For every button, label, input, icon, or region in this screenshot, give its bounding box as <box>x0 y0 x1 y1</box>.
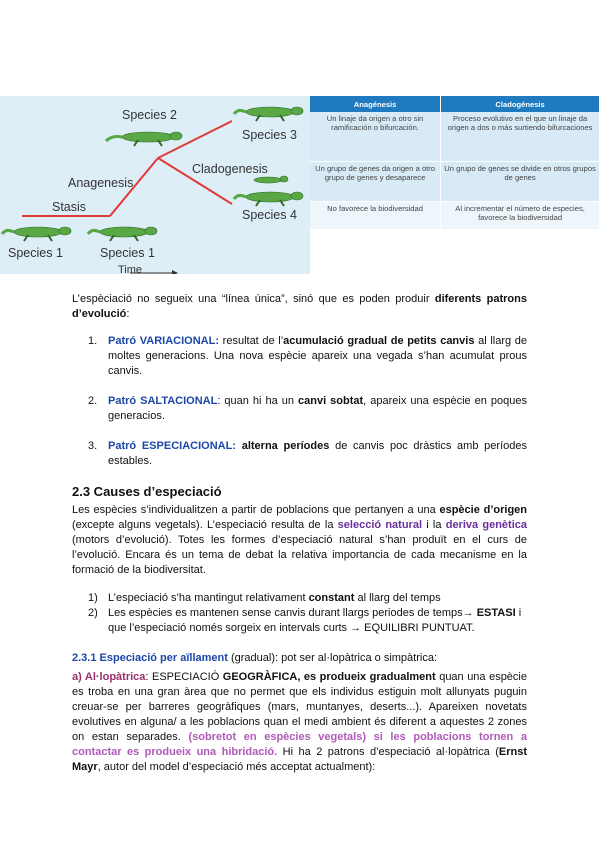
label-species4: Species 4 <box>242 208 297 222</box>
label-species1-right: Species 1 <box>100 246 155 260</box>
item-text: Les espècies es mantenen sense canvis durant llargs periodes de temps→ <box>108 607 477 619</box>
pattern-bold: canvi sobtat <box>298 395 364 407</box>
section23-paragraph <box>72 503 527 578</box>
label-anagenesis: Anagenesis <box>68 176 134 190</box>
table-cell: No favorece la biodiversidad <box>310 201 441 229</box>
list-number: 2) <box>88 607 98 619</box>
table-header: Anagénesis <box>310 96 441 112</box>
label-cladogenesis: Cladogenesis <box>192 162 268 176</box>
pattern-bold: alterna períodes <box>241 440 330 452</box>
table-row <box>310 161 600 201</box>
paragraph-text: i la <box>422 519 446 531</box>
genetic-drift-term: deriva genètica <box>445 519 527 531</box>
list-item <box>72 606 527 636</box>
pattern-bold: acumulació gradual de petits canvis <box>283 335 475 347</box>
speciation-facts-list <box>72 591 527 636</box>
table-cell: Un grupo de genes se divide en otros grupos de genes <box>441 161 600 201</box>
list-item <box>72 439 527 469</box>
paragraph-text: (excepte alguns vegetals). L’especiació resulta de la <box>72 519 338 531</box>
ernst-mayr-name: Ernst Mayr <box>72 746 527 773</box>
pattern-text: : quan hi ha un <box>217 395 299 407</box>
list-number: 2. <box>88 395 98 407</box>
section231-heading-line <box>72 651 527 666</box>
allopatric-label: a) Al·lopàtrica <box>72 671 146 683</box>
table-cell: Un linaje da origen a otro sin ramificación o bifurcación. <box>310 112 441 161</box>
item-bold: constant <box>308 592 355 604</box>
pattern-label: Patró SALTACIONAL <box>108 395 218 407</box>
anagenesis-cladogenesis-table <box>310 96 600 230</box>
species1-lizard-icon-left <box>2 227 71 241</box>
time-arrow-head <box>172 270 178 274</box>
species2-lizard-icon <box>106 132 182 146</box>
table-header: Cladogénesis <box>441 96 600 112</box>
paragraph-text: Les espècies s’individualitzen a partir de poblacions que pertanyen a una <box>72 504 440 516</box>
pattern-label: Patró VARIACIONAL: <box>108 335 220 347</box>
item-text: i que l’especiació només sorgeix en intervals curts → EQUILIBRI PUNTUAT. <box>108 607 522 634</box>
species1-lizard-icon-right <box>88 227 157 241</box>
intro-paragraph <box>72 292 527 322</box>
list-number: 3. <box>88 440 98 452</box>
species4-lizard-icon <box>234 192 303 206</box>
table-row <box>310 112 600 161</box>
species3-lizard-icon <box>234 107 303 121</box>
pattern-text: , apareix una espècie en poques generacios. <box>108 395 528 422</box>
item-text: L’especiació s’ha mantingut relativament <box>108 592 309 604</box>
section-heading: 2.3 Causes d’especiació <box>72 484 222 499</box>
item-bold: ESTASI <box>476 607 516 619</box>
species4-small-lizard-icon <box>254 176 288 183</box>
pattern-text: al llarg de moltes generacions. Una nova espècie apareix una vegada s’han acumulat prous canvis. <box>108 335 527 377</box>
table-row <box>310 201 600 229</box>
label-time: Time <box>118 264 143 276</box>
evolution-patterns-list <box>72 334 527 484</box>
intro-bold: diferents patrons d’evolució <box>72 293 527 320</box>
subsection-heading: 2.3.1 Especiació per aïllament <box>72 652 228 664</box>
paragraph-text: : ESPECIACIÓ <box>145 671 223 683</box>
paragraph-text: Hi ha 2 patrons d’especiació al·lopàtrica ( <box>277 746 499 758</box>
list-item <box>72 334 527 379</box>
paragraph-text: , autor del model d’especiació més acceptat actualment): <box>97 761 376 773</box>
subsection-heading-rest: (gradual): pot ser al·lopàtrica o simpàtrica: <box>227 652 438 664</box>
table-cell: Proceso evolutivo en el que un linaje da origen a dos o más surtiendo bifurcaciones <box>441 112 600 161</box>
paragraph-bold: GEOGRÀFICA, es produeix gradualment <box>222 671 436 683</box>
paragraph-text: quan una espècie es troba en una gran àrea que no permet que els individus estiguin molt allunyats puguin creuar-se per barreres geogràfiques (mars, muntanyes, deserts...). Apareixen novetats evolutives en alguna/ a les poblacions quan el medi ambient és diferent a aquestes 2 zones on estan separades. <box>72 671 527 743</box>
table-cell: Un grupo de genes da origen a otro grupo de genes y desaparece <box>310 161 441 201</box>
paragraph-bold: espècie d’origen <box>439 504 527 516</box>
allopatric-paragraph <box>72 670 527 775</box>
paragraph-text: (motors d’evolució). Totes les formes d’especiació natural s’han produït en el curs de l’evolució. Encara és un tema de debat la relativa importancia de cada mecanisme en la formació de la biodiversitat. <box>72 534 527 576</box>
label-species2: Species 2 <box>122 108 177 122</box>
list-number: 1. <box>88 335 98 347</box>
intro-text: L’espèciació no segueix una “línea única”, sinó que es poden produir <box>72 293 435 305</box>
item-text: al llarg del temps <box>354 592 441 604</box>
table-cell: Al incrementar el número de especies, favorece la biodiversidad <box>441 201 600 229</box>
label-species3: Species 3 <box>242 128 297 142</box>
pattern-text: de canvis poc dràstics amb períodes estables. <box>108 440 527 467</box>
pattern-text: resultat de l’ <box>219 335 284 347</box>
natural-selection-term: selecció natural <box>337 519 422 531</box>
list-item <box>72 394 527 424</box>
table-header-row <box>310 96 600 112</box>
hybridization-note: (sobretot en espècies vegetals) si les poblacions tornen a contactar es produeix una hibridació. <box>72 731 527 758</box>
list-number: 1) <box>88 592 98 604</box>
intro-text-end: : <box>126 308 130 320</box>
label-species1-left: Species 1 <box>8 246 63 260</box>
list-item <box>72 591 527 606</box>
pattern-label: Patró ESPECIACIONAL: <box>108 440 236 452</box>
label-stasis: Stasis <box>52 200 87 214</box>
speciation-diagram <box>0 96 310 274</box>
